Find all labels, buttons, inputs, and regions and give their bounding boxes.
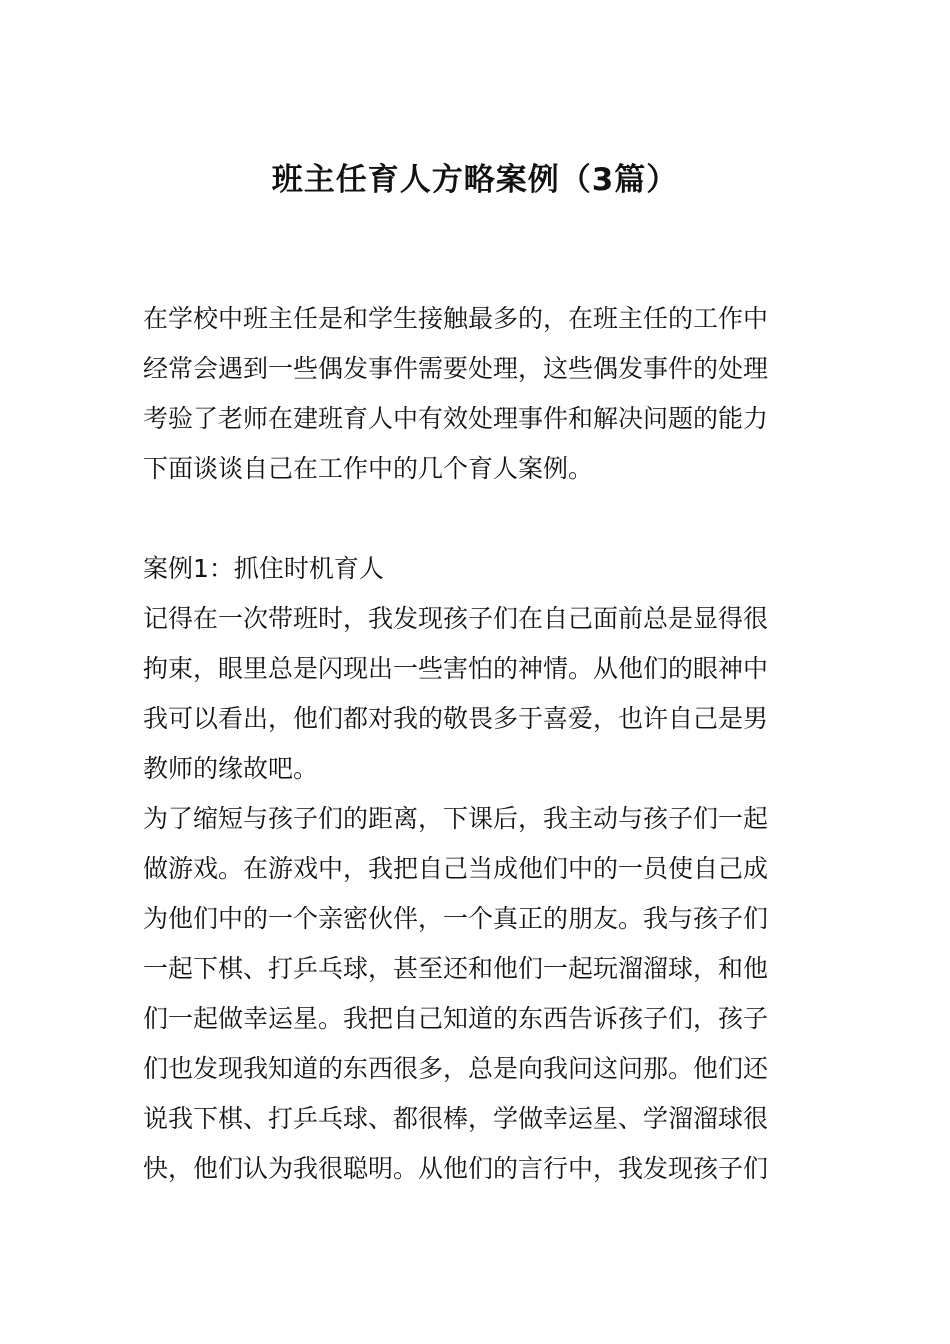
case1-para2-line-5: 们一起做幸运星。我把自己知道的东西告诉孩子们，孩子 [143,1004,769,1033]
case1-para2-line-1: 为了缩短与孩子们的距离，下课后，我主动与孩子们一起 [143,804,769,833]
intro-line-2: 经常会遇到一些偶发事件需要处理，这些偶发事件的处理 [143,354,769,383]
case1-para2-line-7: 说我下棋、打乒乓球、都很棒，学做幸运星、学溜溜球很 [143,1104,769,1133]
case1-para2-line-8: 快，他们认为我很聪明。从他们的言行中，我发现孩子们 [143,1154,769,1183]
case1-para1-line-4: 教师的缘故吧。 [143,754,319,783]
document-body [143,294,808,1194]
intro-line-4: 下面谈谈自己在工作中的几个育人案例。 [143,454,594,483]
case1-para2-line-2: 做游戏。在游戏中，我把自己当成他们中的一员使自己成 [143,854,769,883]
case1-heading: 案例1：抓住时机育人 [143,554,384,583]
intro-line-3: 考验了老师在建班育人中有效处理事件和解决问题的能力 [143,404,769,433]
paragraph-spacer [143,494,808,544]
case1-para2-line-6: 们也发现我知道的东西很多，总是向我问这问那。他们还 [143,1054,769,1083]
case1-para1-line-3: 我可以看出，他们都对我的敬畏多于喜爱，也许自己是男 [143,704,769,733]
intro-line-1: 在学校中班主任是和学生接触最多的，在班主任的工作中 [143,304,769,333]
case1-para1-line-2: 拘束，眼里总是闪现出一些害怕的神情。从他们的眼神中 [143,654,769,683]
case1-para2-line-4: 一起下棋、打乒乓球，甚至还和他们一起玩溜溜球，和他 [143,954,769,983]
case1-para2-line-3: 为他们中的一个亲密伙伴，一个真正的朋友。我与孩子们 [143,904,769,933]
case1-para1-line-1: 记得在一次带班时，我发现孩子们在自己面前总是显得很 [143,604,769,633]
page-title: 班主任育人方略案例（3篇） [271,162,679,198]
